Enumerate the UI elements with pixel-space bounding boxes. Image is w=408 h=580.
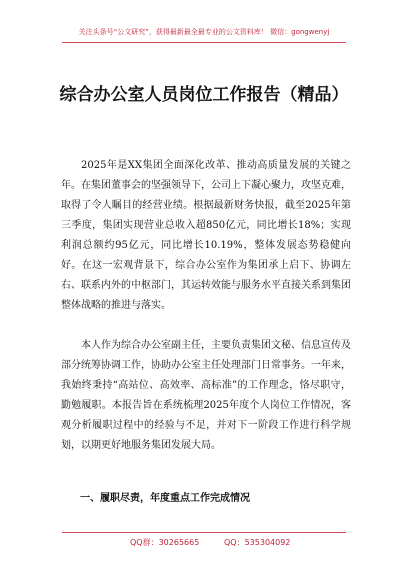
paragraph-2: 本人作为综合办公室副主任，主要负责集团文秘、信息宣传及部分统筹协调工作，协助办公室主任处理部门日常事务。一年来，我始终秉持“高站位、高效率、高标准”的工作理念，恪尽职守，勤勉履职。本报告旨在系统梳理2025年度个人岗位工作情况，客观分析履职过程中的经验与不足，并对下一阶段工作进行科学规划，以期更好地服务集团发展大局。 — [61, 340, 351, 451]
footer-divider — [62, 532, 346, 533]
header-banner: 关注头条号“公文研究”，获得最新最全最专业的公文资料库！ 微信：gongwenyj — [78, 28, 330, 36]
header-divider — [62, 42, 346, 43]
section-heading: 一、履职尽责，年度重点工作完成情况 — [80, 493, 250, 504]
footer-qq-group: QQ群：30265665 — [130, 538, 200, 547]
document-title: 综合办公室人员岗位工作报告（精品） — [59, 85, 349, 105]
footer-qq-contact: QQ：535304092 — [224, 538, 291, 547]
paragraph-1: 2025年是XX集团全面深化改革、推动高质量发展的关键之年。在集团董事会的坚强领导下，公司上下凝心聚力，攻坚克难，取得了令人瞩目的经营业绩。根据最新财务快报，截至2025年第三季度，集团实现营业总收入超850亿元，同比增长18%；实现利润总额约95亿元，同比增长10.19%，整体发展态势稳健向好。在这一宏观背景下，综合办公室作为集团承上启下、协调左右、联系内外的中枢部门，其运转效能与服务水平直接关系到集团整体战略的推进与落实。 — [61, 160, 351, 311]
